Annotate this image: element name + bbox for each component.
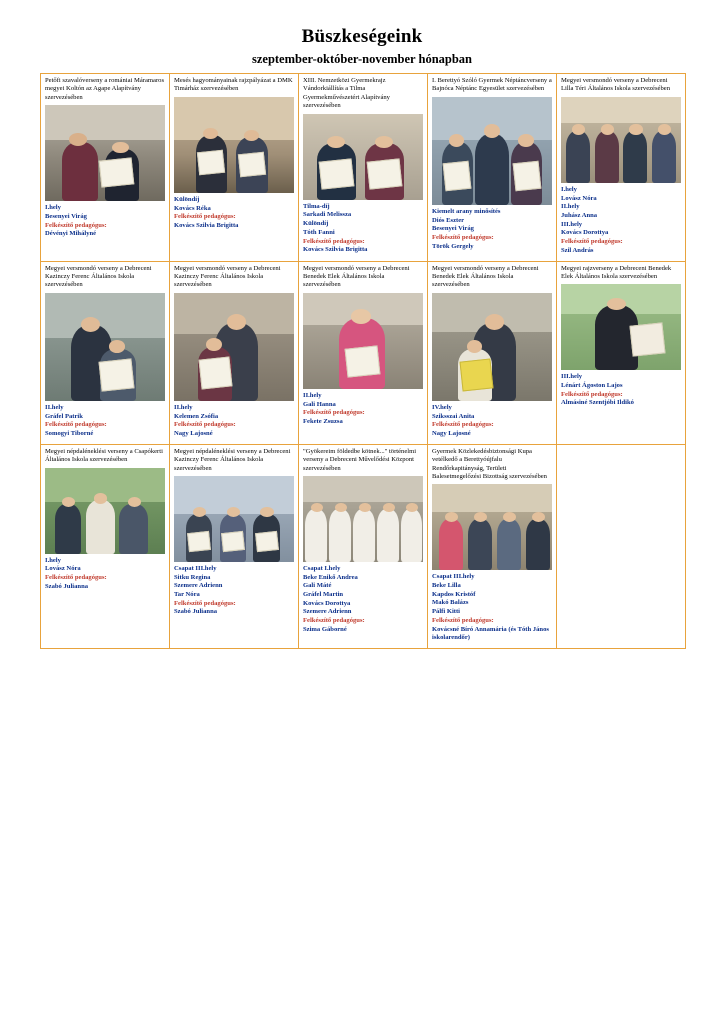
caption-line: Tar Nóra	[174, 591, 200, 599]
page-title: Büszkeségeink	[301, 26, 423, 47]
caption-line: Gráfel Patrik	[45, 412, 83, 420]
cell-caption	[174, 565, 294, 617]
caption-line: Juhász Anna	[561, 211, 598, 219]
table-row	[41, 444, 686, 648]
caption-line: Dévényi Mihályné	[45, 230, 97, 238]
cell-heading: Megyei versmondó verseny a Debreceni Benedek Elek Általános Iskola szervezésében	[432, 264, 539, 289]
caption-line: Beke Enikő Andrea	[303, 573, 358, 581]
caption-line: Felkészítő pedagógus:	[432, 421, 494, 429]
award-cell-4	[428, 74, 557, 262]
caption-line: Tóth Fanni	[303, 228, 335, 236]
caption-line: Csapat III.hely	[174, 564, 217, 572]
cell-caption	[303, 565, 423, 635]
caption-line: Felkészítő pedagógus:	[45, 573, 107, 581]
cell-heading: Petőfi szavalóverseny a romániai Máramaros megyei Koltón az Agape Alapítvány szervezésében	[45, 77, 165, 101]
cell-caption	[561, 186, 681, 256]
cell-heading: Megyei népdaléneklési verseny a Csapókerti Általános Iskola szervezésében	[45, 447, 163, 464]
caption-line: Kovács Dorottya	[303, 599, 351, 607]
caption-line: Lovász Nóra	[45, 565, 81, 573]
caption-line: Beke Lilla	[432, 582, 461, 590]
photo-group-singing-children	[45, 468, 165, 554]
caption-line: II.hely	[561, 203, 580, 211]
photo-woman-with-drawing	[561, 284, 681, 370]
photo-two-girls-drawings	[303, 114, 423, 200]
cell-caption	[174, 196, 294, 231]
cell-heading	[561, 448, 681, 456]
caption-line: II.hely	[303, 391, 322, 399]
caption-line: II.hely	[45, 403, 64, 411]
cell-heading: Megyei versmondó verseny a Debreceni Benedek Elek Általános Iskola szervezésében	[303, 264, 410, 289]
caption-line: Kovács Dorottya	[561, 229, 609, 237]
caption-line: Makó Balázs	[432, 599, 469, 607]
caption-line: Felkészítő pedagógus:	[174, 599, 236, 607]
photo-man-two-girls-certificates	[432, 97, 552, 205]
caption-line: Gráfel Martin	[303, 591, 344, 599]
caption-line: Kovácsné Bíró Annamária (és Tóth János iskolarendőr)	[432, 625, 549, 642]
caption-line: Különdíj	[174, 195, 200, 203]
photo-girl-pink-certificate	[303, 293, 423, 389]
caption-line: Sziksszai Anita	[432, 412, 475, 420]
caption-line: II.hely	[174, 403, 193, 411]
award-cell-11	[41, 444, 170, 648]
cell-caption	[45, 404, 165, 439]
page-subtitle: szeptember-október-november hónapban	[251, 52, 472, 66]
caption-line: Nagy Lajosné	[432, 429, 471, 437]
caption-line: III.hely	[561, 373, 583, 381]
caption-line: IV.hely	[432, 403, 452, 411]
cell-caption	[303, 392, 423, 427]
cell-caption	[45, 204, 165, 239]
caption-line: Felkészítő pedagógus:	[303, 409, 365, 417]
caption-line: Gali Hanna	[303, 400, 336, 408]
photo-five-children-white-shirts	[303, 476, 423, 562]
award-cell-3	[299, 74, 428, 262]
cell-caption	[432, 208, 552, 252]
caption-line: Csapat III.hely	[432, 573, 475, 581]
caption-line: Felkészítő pedagógus:	[561, 390, 623, 398]
caption-line: Pálfi Kitti	[432, 608, 461, 616]
caption-line: Somogyi Tiborné	[45, 429, 94, 437]
caption-line: Diós Eszter	[432, 216, 465, 224]
photo-four-children-certificates	[561, 97, 681, 183]
caption-line: I.hely	[561, 185, 577, 193]
cell-heading: Gyermek Közlekedésbiztonsági Kupa vetélkedő a Berettyóújfalu Rendőrkapitányság, Területi Balesetmegelőzési Bizottság szervezésében	[432, 447, 547, 480]
award-cell-6	[41, 261, 170, 444]
caption-line: Török Gergely	[432, 242, 474, 250]
caption-line: Kiemelt arany minősítés	[432, 207, 501, 215]
cell-caption	[432, 573, 552, 643]
caption-line: Almásiné Szentjóbi Ildikó	[561, 399, 634, 407]
cell-heading: Mesés hagyományainak rajzpályázat a DMK Timárház szervezésében	[174, 77, 293, 93]
photo-group-woman-girl-certificate	[45, 105, 165, 201]
caption-line: Kelemen Zsófia	[174, 412, 219, 420]
photo-woman-girl-certificate-2	[432, 293, 552, 401]
cell-heading: Megyei versmondó verseny a Debreceni Kazinczy Ferenc Általános Iskola szervezésében	[174, 264, 281, 289]
caption-line: I.hely	[45, 204, 61, 212]
caption-line: Kapdos Kristóf	[432, 590, 476, 598]
award-cell-14	[428, 444, 557, 648]
caption-line: Szabó Julianna	[45, 582, 89, 590]
award-cell-8	[299, 261, 428, 444]
caption-line: I.hely	[45, 556, 61, 564]
caption-line: III.hely	[561, 220, 583, 228]
cell-heading: Megyei rajzverseny a Debreceni Benedek Elek Általános Iskola szervezésében	[561, 264, 672, 280]
caption-line: Tilma-díj	[303, 202, 330, 210]
caption-line: Nagy Lajosné	[174, 429, 213, 437]
cell-heading: "Gyökereim földedbe kötnek..." történelmi verseny a Debreceni Művelődési Központ szervezésében	[303, 447, 417, 472]
award-cell-13	[299, 444, 428, 648]
caption-line: Felkészítő pedagógus:	[432, 616, 494, 624]
caption-line: Lovász Nóra	[561, 194, 597, 202]
cell-heading: Megyei népdaléneklési verseny a Debreceni Kazinczy Ferenc Általános Iskola szervezésében	[174, 447, 291, 472]
cell-caption	[561, 373, 681, 408]
photo-two-girls-corridor	[174, 97, 294, 193]
award-cell-1	[41, 74, 170, 262]
award-cell-7	[170, 261, 299, 444]
caption-line: Sitku Regina	[174, 573, 211, 581]
caption-line: Szabó Julianna	[174, 608, 218, 616]
caption-line: Csapat I.hely	[303, 564, 341, 572]
photo-woman-girl-certificate	[174, 293, 294, 401]
award-cell-12	[170, 444, 299, 648]
caption-line: Felkészítő pedagógus:	[174, 421, 236, 429]
caption-line: Szemere Adrienn	[174, 582, 223, 590]
caption-line: Lénárt Ágoston Lajos	[561, 382, 623, 390]
caption-line: Szemere Adrienn	[303, 608, 352, 616]
caption-line: Besenyei Virág	[45, 213, 87, 221]
caption-line: Kovács Szilvia Brigitta	[174, 221, 239, 229]
caption-line: Fekete Zsuzsa	[303, 417, 343, 425]
caption-line: Felkészítő pedagógus:	[432, 233, 494, 241]
awards-table	[40, 73, 686, 649]
caption-line: Felkészítő pedagógus:	[303, 237, 365, 245]
caption-line: Sarkadi Melissza	[303, 211, 352, 219]
award-cell-9	[428, 261, 557, 444]
table-row	[41, 74, 686, 262]
caption-line: Kovács Réka	[174, 204, 211, 212]
caption-line: Szil András	[561, 246, 594, 254]
award-cell-10	[557, 261, 686, 444]
caption-line: Felkészítő pedagógus:	[303, 617, 365, 625]
photo-woman-boy-certificate	[45, 293, 165, 401]
cell-caption	[432, 404, 552, 439]
caption-line: Felkészítő pedagógus:	[45, 421, 107, 429]
cell-caption	[45, 557, 165, 592]
award-cell-2	[170, 74, 299, 262]
cell-heading: Megyei versmondó verseny a Debreceni Kazinczy Ferenc Általános Iskola szervezésében	[45, 264, 152, 289]
photo-children-group-certificates	[174, 476, 294, 562]
caption-line: Felkészítő pedagógus:	[45, 221, 107, 229]
caption-line: Kovács Szilvia Brigitta	[303, 246, 368, 254]
caption-line: Felkészítő pedagógus:	[561, 238, 623, 246]
cell-heading: I. Berettyó Szóló Gyermek Néptáncverseny a Bajnóca Néptánc Egyesület szervezésében	[432, 77, 552, 93]
cell-caption	[303, 203, 423, 255]
cell-heading: XIII. Nemzetközi Gyermekrajz Vándorkiállítás a Tilma Gyermekművészetért Alapítvány szervezésében	[303, 77, 390, 110]
award-cell-15-empty	[557, 444, 686, 648]
caption-line: Szima Gáborné	[303, 625, 347, 633]
cell-caption	[174, 404, 294, 439]
table-row	[41, 261, 686, 444]
caption-line: Besenyei Virág	[432, 225, 474, 233]
caption-line: Gali Máté	[303, 582, 332, 590]
cell-heading: Megyei versmondó verseny a Debreceni Lilla Téri Általános Iskola szervezésében	[561, 77, 670, 93]
caption-line: Különdíj	[303, 220, 329, 228]
caption-line: Felkészítő pedagógus:	[174, 213, 236, 221]
award-cell-5	[557, 74, 686, 262]
photo-children-prizes-balloons	[432, 484, 552, 570]
